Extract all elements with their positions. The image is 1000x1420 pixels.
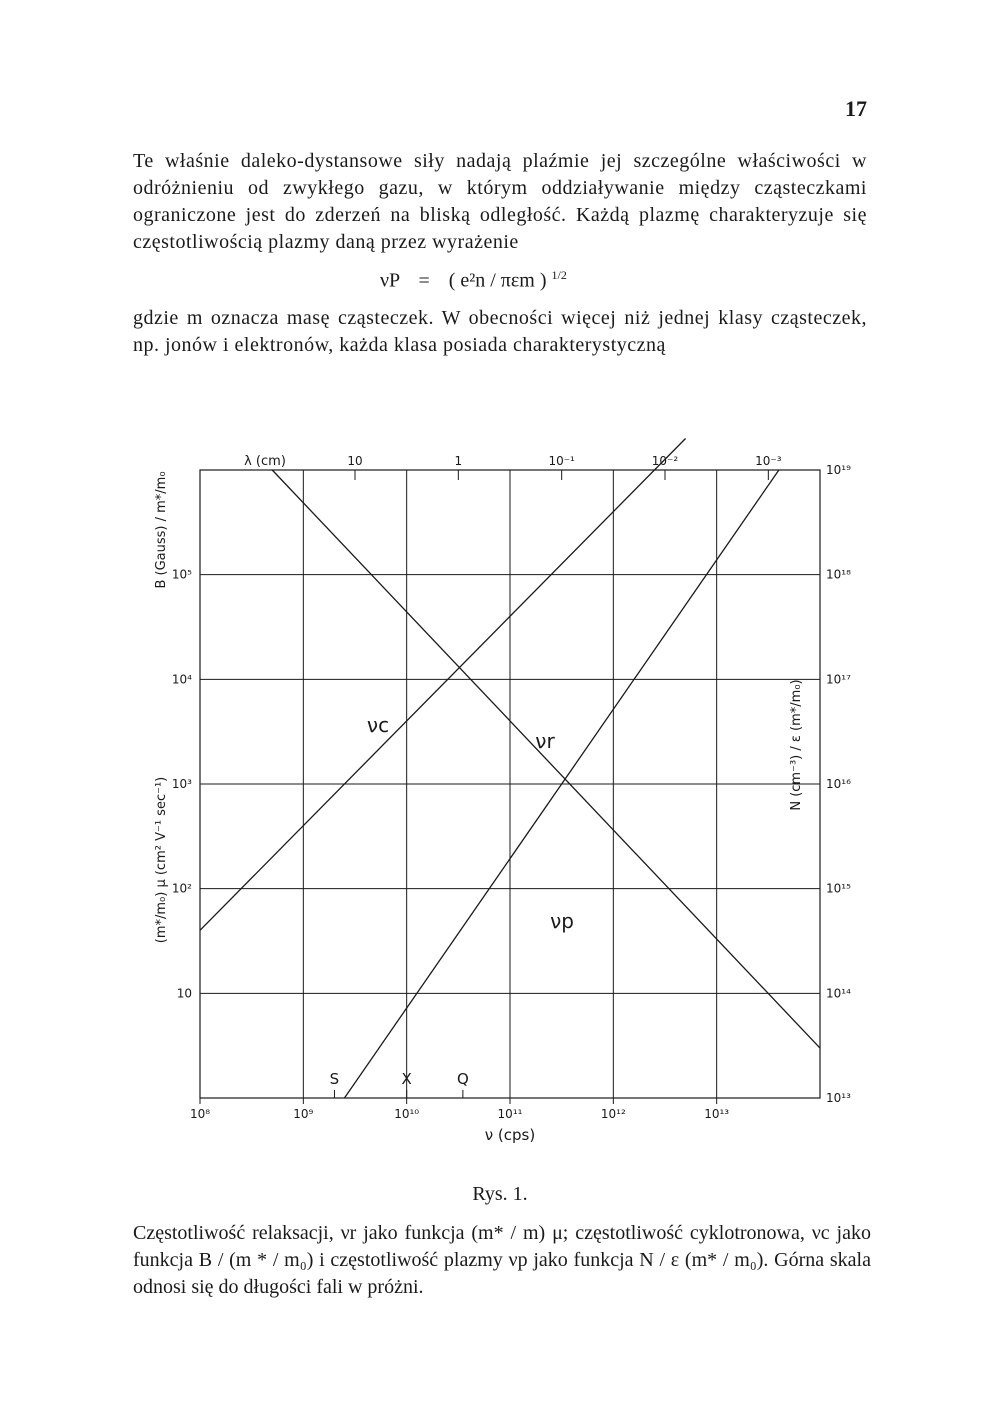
top-tick-label: 1 [454,454,463,468]
figure-caption-title: Rys. 1. [472,1183,528,1205]
series-label-nu-p: νp [550,909,574,933]
x-tick-label: 10⁸ [189,1107,211,1121]
top-tick-label: 10 [347,454,363,468]
left-axis-label-top: B (Gauss) / m*/m₀ [154,471,169,589]
right-tick-label: 10¹⁵ [826,881,851,896]
chart-grid [200,470,820,1098]
right-tick-label: 10¹³ [826,1091,851,1105]
right-tick-label: 10¹⁴ [826,986,851,1001]
x-tick-label: 10¹³ [704,1107,730,1121]
equation-equals: = [418,269,430,292]
left-axis-label-bottom: (m*/m₀) μ (cm² V⁻¹ sec⁻¹) [154,776,169,944]
page-number: 17 [845,96,867,121]
right-tick-label: 10¹⁶ [826,777,851,791]
top-tick-label: 10⁻² [651,454,679,468]
chart-ticks [200,470,768,1104]
right-axis-label: N (cm⁻³) / ε (m*/m₀) [789,679,804,811]
left-tick-label: 10⁴ [171,672,192,687]
paragraph-1: Te właśnie daleko-dystansowe siły nadają plaźmie jej szczególne właściwości w odróżnieniu od zwykłego gazu, w którym oddziaływanie między cząsteczkami ograniczone jest do zderzeń na bliską odległość. Każdą plazmę charakteryzuje się częstotliwością plazmy daną przez wyrażenie [133,150,867,253]
marker-label: X [401,1070,412,1088]
top-axis-label: λ (cm) [244,454,286,469]
left-tick-label: 10⁵ [171,567,192,582]
top-tick-label: 10⁻¹ [548,454,575,468]
left-tick-label: 10² [171,881,192,896]
equation-exponent: 1/2 [551,268,567,282]
marker-label: Q [456,1070,469,1088]
figure-caption: Częstotliwość relaksacji, νr jako funkcja (m* / m) μ; częstotliwość cyklotronowa, νc jako funkcja B / (m * / m₀) i częstotliwość plazmy νp jako funkcja N / ε (m* / m₀). Górna skala odnosi się do długości fali w próżni. [133,1222,871,1298]
right-tick-label: 10¹⁹ [826,463,851,477]
equation-lhs: νP [380,269,400,292]
paragraph-2: gdzie m oznacza masę cząsteczek. W obecności więcej niż jednej klasy cząsteczek, np. jonów i elektronów, każda klasa posiada charakterystyczną [133,307,867,356]
top-tick-label: 10⁻³ [755,454,782,468]
series-label-nu-c: νc [366,713,390,737]
left-tick-label: 10 [176,986,192,1001]
right-tick-label: 10¹⁷ [826,672,851,687]
x-tick-label: 10¹² [600,1107,626,1121]
marker-label: S [329,1070,340,1088]
series-label-nu-r: νr [535,729,555,753]
series-line-nu-c [200,438,686,930]
x-tick-label: 10¹¹ [497,1107,523,1121]
series-line-nu-r [272,470,820,1048]
right-tick-label: 10¹⁸ [826,567,851,582]
chart-labels [154,454,851,1144]
left-tick-label: 10³ [171,777,192,791]
x-tick-label: 10¹⁰ [394,1107,420,1121]
x-axis-label: ν (cps) [484,1126,536,1144]
x-tick-label: 10⁹ [293,1107,314,1121]
equation-expression: ( e²n / πεm ) [448,269,547,292]
